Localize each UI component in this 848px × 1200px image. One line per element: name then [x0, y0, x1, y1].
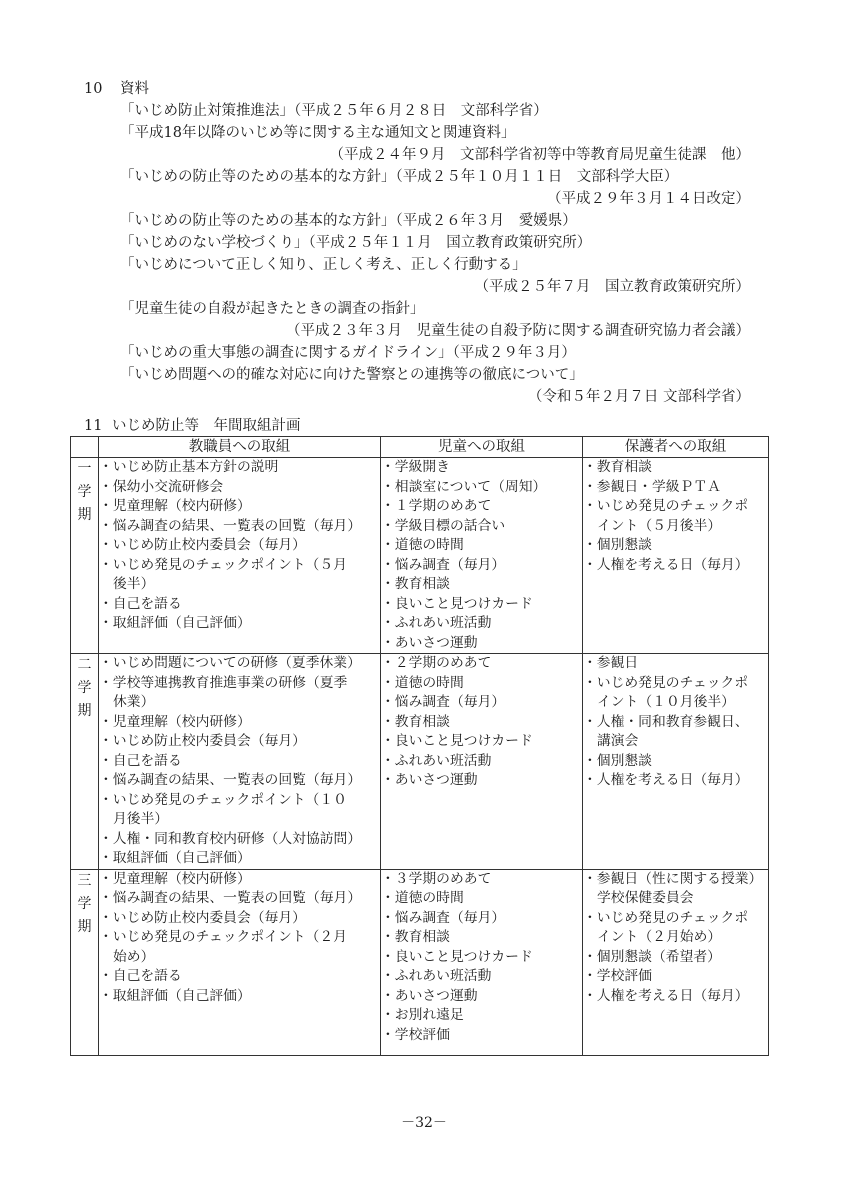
- staff-cell: [99, 458, 381, 654]
- reference-line: 「児童生徒の自殺が起きたときの調査の指針」: [120, 301, 425, 317]
- reference-line: （平成２９年３月１４日改定）: [547, 191, 750, 207]
- list-item: ・参観日（性に関する授業）: [583, 870, 763, 887]
- list-item: ・個別懇談: [583, 537, 652, 553]
- page-number: －32－: [401, 1115, 447, 1131]
- list-item: ・ふれあい班活動: [381, 615, 492, 631]
- reference-line: （令和５年２月７日 文部科学省）: [527, 389, 750, 405]
- students-cell: [381, 869, 583, 1055]
- list-item: ・人権・同和教育校内研修（人対協訪問）: [99, 830, 362, 847]
- reference-line: 「いじめの防止等のための基本的な方針」（平成２６年３月 愛媛県）: [120, 213, 577, 229]
- term-cell: [71, 869, 99, 1055]
- list-item: ・１学期のめあて: [381, 498, 492, 514]
- list-item: ・個別懇談: [583, 752, 652, 769]
- reference-line: 「平成18年以降のいじめ等に関する主な通知文と関連資料」: [120, 125, 516, 141]
- students-cell: [381, 458, 583, 654]
- reference-line: 「いじめについて正しく知り、正しく考え、正しく行動する」: [120, 257, 527, 273]
- list-item: ・参観日・学級ＰＴＡ: [583, 478, 721, 495]
- parents-cell: [583, 458, 769, 654]
- table-row: [71, 869, 769, 1055]
- reference-line: 「いじめの重大事態の調査に関するガイドライン」（平成２９年３月）: [120, 345, 576, 361]
- list-item: イント（１０月後半）: [597, 694, 735, 710]
- list-item: ・ふれあい班活動: [381, 968, 492, 984]
- annual-plan-table: [70, 436, 769, 1056]
- reference-line: 「いじめ問題への的確な対応に向けた警察との連携等の徹底について」: [120, 367, 584, 383]
- list-item: ・道徳の時間: [381, 537, 464, 553]
- list-item: ・良いこと見つけカード: [381, 595, 533, 612]
- term-label: [77, 458, 93, 527]
- list-item: ・いじめ発見のチェックポ: [583, 909, 749, 926]
- list-item: ・いじめ防止校内委員会（毎月）: [99, 537, 306, 553]
- list-item: ・相談室について（周知）: [381, 478, 547, 495]
- list-item: ・教育相談: [583, 459, 652, 475]
- list-item: ・悩み調査（毎月）: [381, 556, 506, 573]
- list-item: ・３学期のめあて: [381, 870, 492, 887]
- list-item: ・保幼小交流研修会: [99, 478, 224, 495]
- list-item: ・いじめ防止校内委員会（毎月）: [99, 733, 306, 749]
- list-item: ・悩み調査（毎月）: [381, 694, 506, 710]
- term-label: [77, 654, 93, 723]
- list-item: ・いじめ問題についての研修（夏季休業）: [99, 655, 361, 671]
- list-item: ・児童理解（校内研修）: [99, 713, 251, 730]
- list-item: ・個別懇談（希望者）: [583, 948, 721, 965]
- term-label: [77, 870, 93, 939]
- section-number: 10: [84, 81, 103, 97]
- list-item: ・学校評価: [381, 1026, 450, 1043]
- list-item: イント（２月始め）: [597, 929, 722, 945]
- list-item: ・人権を考える日（毎月）: [583, 987, 749, 1004]
- staff-cell: [99, 869, 381, 1055]
- students-cell: [381, 654, 583, 870]
- reference-line: 「いじめのない学校づくり」（平成２５年１１月 国立教育政策研究所）: [120, 235, 592, 251]
- list-item: ・学級開き: [381, 459, 450, 475]
- list-item: ・お別れ遠足: [381, 1007, 464, 1023]
- list-item: ・児童理解（校内研修）: [99, 498, 251, 514]
- reference-line: （平成２３年３月 児童生徒の自殺予防に関する調査研究協力者会議）: [286, 323, 750, 339]
- list-item: ・悩み調査（毎月）: [381, 909, 506, 926]
- list-item: ・悩み調査の結果、一覧表の回覧（毎月）: [99, 772, 362, 788]
- list-item: ・悩み調査の結果、一覧表の回覧（毎月）: [99, 890, 362, 906]
- list-item: ・取組評価（自己評価）: [99, 615, 251, 631]
- list-item: ・いじめ防止基本方針の説明: [99, 459, 279, 475]
- list-item: ・教育相談: [381, 576, 450, 592]
- list-item: ・教育相談: [381, 929, 450, 945]
- list-item: ・教育相談: [381, 713, 450, 730]
- list-item: 学校保健委員会: [597, 890, 694, 906]
- list-item: ・自己を語る: [99, 595, 182, 612]
- reference-list: [84, 100, 784, 408]
- header-students: 児童への取組: [381, 437, 583, 458]
- list-item: ・人権・同和教育参観日、: [583, 713, 749, 730]
- list-item: 始め）: [113, 948, 155, 965]
- list-item: ・良いこと見つけカード: [381, 948, 533, 965]
- section-title: 資料: [120, 81, 149, 97]
- term-label-char: 二: [77, 657, 92, 673]
- list-item: 月後半）: [113, 811, 169, 827]
- list-item: ・２学期のめあて: [381, 655, 492, 671]
- list-item: 講演会: [597, 733, 639, 749]
- term-label-char: 学: [77, 484, 92, 500]
- term-label-char: 期: [77, 703, 92, 719]
- section-title: いじめ防止等 年間取組計画: [112, 418, 301, 434]
- section-plan-heading: [84, 415, 301, 437]
- term-label-char: 一: [77, 461, 92, 477]
- parents-cell: [583, 654, 769, 870]
- section-heading: [84, 78, 784, 100]
- list-item: ・ふれあい班活動: [381, 752, 492, 769]
- list-item: ・参観日: [583, 655, 639, 671]
- list-item: ・人権を考える日（毎月）: [583, 556, 749, 573]
- list-item: ・自己を語る: [99, 968, 182, 984]
- list-item: ・あいさつ運動: [381, 634, 478, 651]
- list-item: ・児童理解（校内研修）: [99, 870, 251, 887]
- header-term: [71, 437, 99, 458]
- list-item: ・いじめ発見のチェックポ: [583, 498, 749, 514]
- list-item: ・道徳の時間: [381, 674, 464, 691]
- term-label-char: 期: [77, 918, 92, 935]
- header-staff: 教職員への取組: [99, 437, 381, 458]
- list-item: ・いじめ発見のチェックポ: [583, 674, 749, 691]
- reference-line: 「いじめの防止等のための基本的な方針」（平成２５年１０月１１日 文部科学大臣）: [120, 169, 679, 185]
- list-item: ・いじめ発見のチェックポイント（５月: [99, 556, 347, 573]
- term-label-char: 三: [77, 872, 92, 889]
- list-item: ・学級目標の話合い: [381, 517, 506, 534]
- staff-cell: [99, 654, 381, 870]
- list-item: ・学校評価: [583, 968, 652, 984]
- table-row: [71, 654, 769, 870]
- header-parents: 保護者への取組: [583, 437, 769, 458]
- list-item: ・自己を語る: [99, 752, 182, 769]
- list-item: ・いじめ発見のチェックポイント（１０: [99, 791, 347, 808]
- list-item: ・取組評価（自己評価）: [99, 987, 251, 1004]
- term-label-char: 学: [77, 895, 92, 912]
- section-references: [84, 78, 784, 408]
- list-item: ・道徳の時間: [381, 890, 464, 906]
- term-cell: [71, 458, 99, 654]
- list-item: 休業）: [113, 694, 155, 710]
- table-row: [71, 458, 769, 654]
- list-item: ・悩み調査の結果、一覧表の回覧（毎月）: [99, 517, 362, 534]
- list-item: ・いじめ発見のチェックポイント（２月: [99, 929, 347, 945]
- reference-line: （平成２５年７月 国立教育政策研究所）: [474, 279, 750, 295]
- list-item: ・人権を考える日（毎月）: [583, 772, 749, 788]
- list-item: ・学校等連携教育推進事業の研修（夏季: [99, 674, 348, 691]
- list-item: ・いじめ防止校内委員会（毎月）: [99, 909, 306, 926]
- term-cell: [71, 654, 99, 870]
- table-body: [71, 458, 769, 1056]
- reference-line: （平成２４年９月 文部科学省初等中等教育局児童生徒課 他）: [329, 147, 750, 163]
- table-header-row: [71, 437, 769, 458]
- list-item: ・あいさつ運動: [381, 987, 478, 1004]
- list-item: ・あいさつ運動: [381, 772, 478, 788]
- parents-cell: [583, 869, 769, 1055]
- list-item: イント（５月後半）: [597, 517, 722, 534]
- list-item: ・取組評価（自己評価）: [99, 850, 251, 866]
- term-label-char: 期: [77, 507, 92, 523]
- reference-line: 「いじめ防止対策推進法」（平成２５年６月２８日 文部科学省）: [120, 103, 548, 119]
- list-item: 後半）: [113, 576, 155, 592]
- section-number: 11: [84, 418, 103, 434]
- list-item: ・良いこと見つけカード: [381, 733, 533, 749]
- term-label-char: 学: [77, 680, 92, 696]
